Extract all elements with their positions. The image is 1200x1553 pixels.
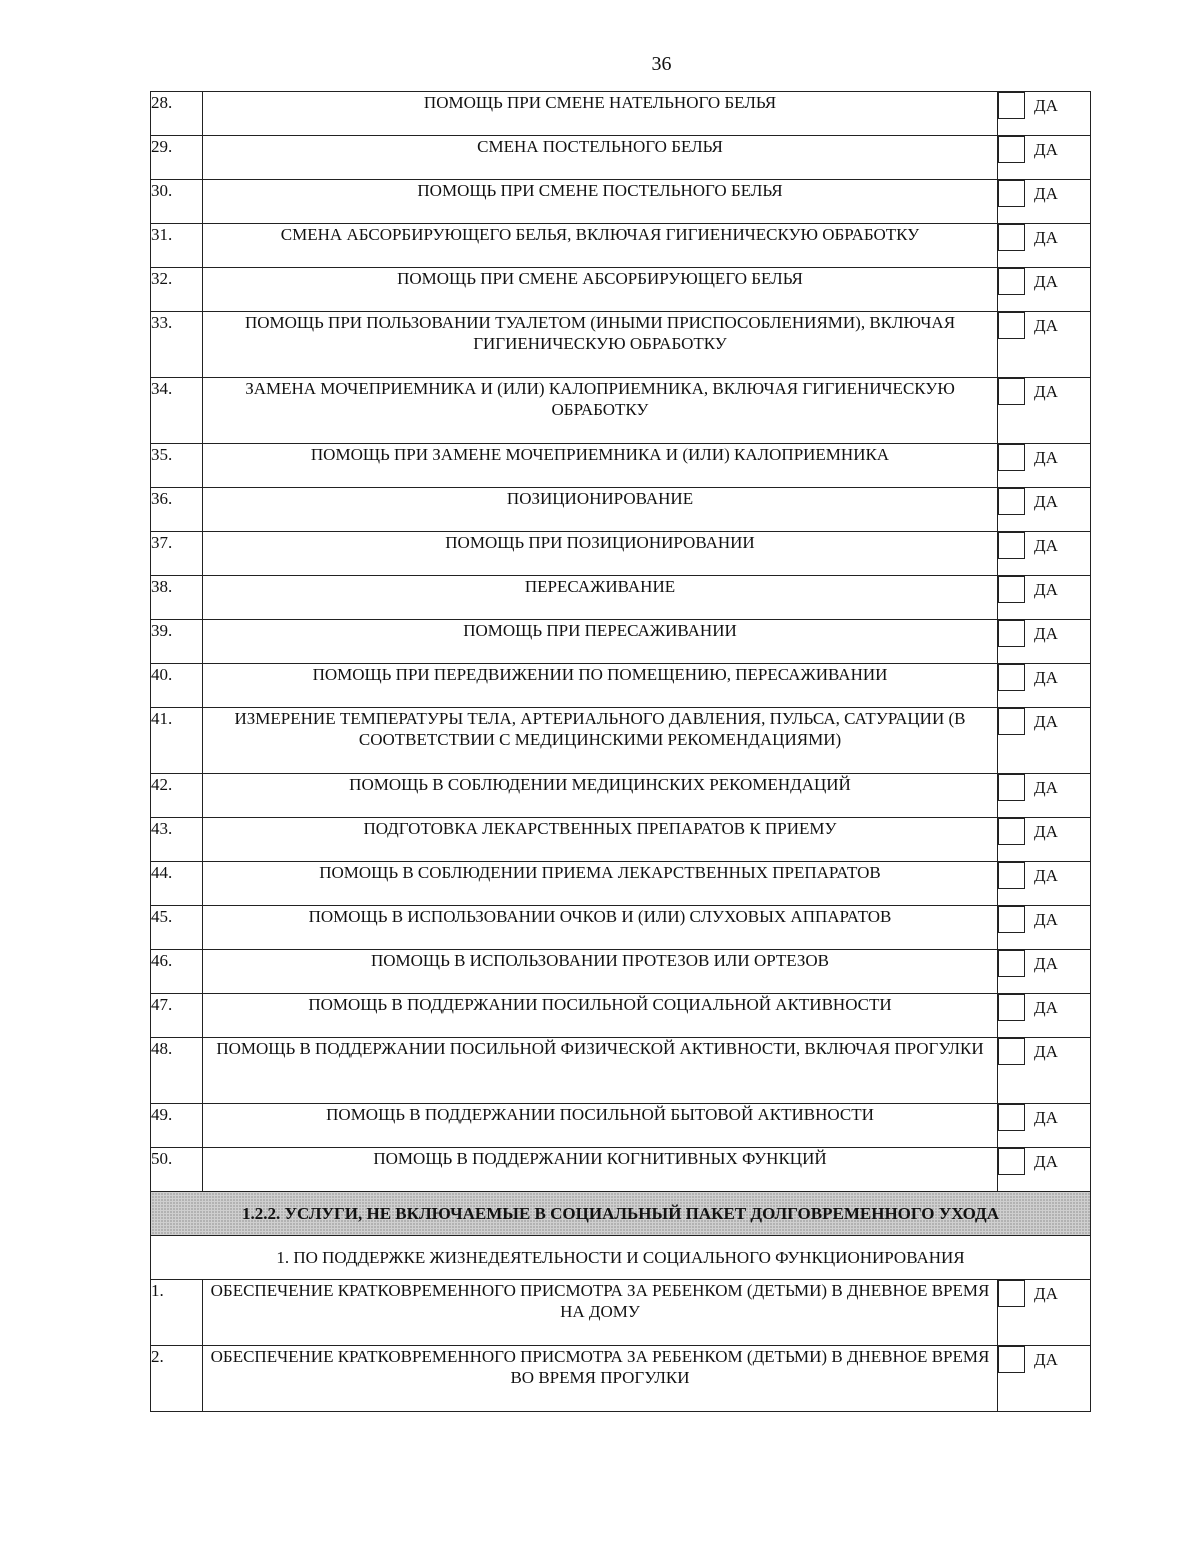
yes-label: ДА — [1034, 1284, 1058, 1303]
yes-label: ДА — [1034, 382, 1058, 401]
yes-checkbox[interactable] — [998, 92, 1025, 119]
service-description: ЗАМЕНА МОЧЕПРИЕМНИКА И (ИЛИ) КАЛОПРИЕМНИКА, ВКЛЮЧАЯ ГИГИЕНИЧЕСКУЮ ОБРАБОТКУ — [203, 378, 998, 444]
service-description: ПОМОЩЬ В СОБЛЮДЕНИИ ПРИЕМА ЛЕКАРСТВЕННЫХ ПРЕПАРАТОВ — [203, 862, 998, 906]
yes-option[interactable] — [998, 488, 1091, 532]
yes-checkbox[interactable] — [998, 774, 1025, 801]
yes-label: ДА — [1034, 184, 1058, 203]
yes-checkbox[interactable] — [998, 488, 1025, 515]
yes-checkbox[interactable] — [998, 224, 1025, 251]
yes-checkbox[interactable] — [998, 862, 1025, 889]
table-row — [151, 818, 1091, 862]
table-row — [151, 708, 1091, 774]
yes-checkbox[interactable] — [998, 1148, 1025, 1175]
table-row — [151, 268, 1091, 312]
yes-label: ДА — [1034, 712, 1058, 731]
row-number: 48. — [151, 1038, 203, 1104]
section-header-group — [151, 1192, 1091, 1280]
table-row — [151, 774, 1091, 818]
table-row — [151, 950, 1091, 994]
yes-option[interactable] — [998, 774, 1091, 818]
yes-option[interactable] — [998, 1346, 1091, 1412]
table-row — [151, 444, 1091, 488]
yes-checkbox[interactable] — [998, 620, 1025, 647]
service-description: СМЕНА АБСОРБИРУЮЩЕГО БЕЛЬЯ, ВКЛЮЧАЯ ГИГИЕНИЧЕСКУЮ ОБРАБОТКУ — [203, 224, 998, 268]
service-description: ПОДГОТОВКА ЛЕКАРСТВЕННЫХ ПРЕПАРАТОВ К ПРИЕМУ — [203, 818, 998, 862]
row-number: 31. — [151, 224, 203, 268]
yes-option[interactable] — [998, 620, 1091, 664]
yes-checkbox[interactable] — [998, 1038, 1025, 1065]
row-number: 43. — [151, 818, 203, 862]
service-description: ПОМОЩЬ В ИСПОЛЬЗОВАНИИ ОЧКОВ И (ИЛИ) СЛУХОВЫХ АППАРАТОВ — [203, 906, 998, 950]
row-number: 28. — [151, 92, 203, 136]
yes-label: ДА — [1034, 866, 1058, 885]
services-table — [150, 91, 1091, 1412]
service-description: СМЕНА ПОСТЕЛЬНОГО БЕЛЬЯ — [203, 136, 998, 180]
service-description: ИЗМЕРЕНИЕ ТЕМПЕРАТУРЫ ТЕЛА, АРТЕРИАЛЬНОГО ДАВЛЕНИЯ, ПУЛЬСА, САТУРАЦИИ (В СООТВЕТСТВИИ С МЕДИЦИНСКИМИ РЕКОМЕНДАЦИЯМИ) — [203, 708, 998, 774]
service-description: ОБЕСПЕЧЕНИЕ КРАТКОВРЕМЕННОГО ПРИСМОТРА ЗА РЕБЕНКОМ (ДЕТЬМИ) В ДНЕВНОЕ ВРЕМЯ ВО ВРЕМЯ ПРОГУЛКИ — [203, 1346, 998, 1412]
yes-label: ДА — [1034, 910, 1058, 929]
table-row — [151, 136, 1091, 180]
yes-option[interactable] — [998, 532, 1091, 576]
table-row — [151, 862, 1091, 906]
row-number: 44. — [151, 862, 203, 906]
yes-option[interactable] — [998, 312, 1091, 378]
yes-option[interactable] — [998, 906, 1091, 950]
yes-checkbox[interactable] — [998, 994, 1025, 1021]
yes-checkbox[interactable] — [998, 312, 1025, 339]
yes-checkbox[interactable] — [998, 818, 1025, 845]
row-number: 2. — [151, 1346, 203, 1412]
services-group-a — [151, 92, 1091, 1192]
table-row — [151, 1148, 1091, 1192]
service-description: ПОМОЩЬ ПРИ СМЕНЕ ПОСТЕЛЬНОГО БЕЛЬЯ — [203, 180, 998, 224]
table-row — [151, 180, 1091, 224]
service-description: ПОМОЩЬ В ПОДДЕРЖАНИИ КОГНИТИВНЫХ ФУНКЦИЙ — [203, 1148, 998, 1192]
table-row — [151, 532, 1091, 576]
yes-checkbox[interactable] — [998, 708, 1025, 735]
yes-label: ДА — [1034, 1152, 1058, 1171]
subsection-header-row — [151, 1236, 1091, 1280]
yes-label: ДА — [1034, 1042, 1058, 1061]
service-description: ПОМОЩЬ В ИСПОЛЬЗОВАНИИ ПРОТЕЗОВ ИЛИ ОРТЕЗОВ — [203, 950, 998, 994]
yes-option[interactable] — [998, 950, 1091, 994]
yes-checkbox[interactable] — [998, 1346, 1025, 1373]
row-number: 34. — [151, 378, 203, 444]
subsection-title: 1. ПО ПОДДЕРЖКЕ ЖИЗНЕДЕЯТЕЛЬНОСТИ И СОЦИАЛЬНОГО ФУНКЦИОНИРОВАНИЯ — [151, 1236, 1091, 1280]
yes-label: ДА — [1034, 96, 1058, 115]
row-number: 47. — [151, 994, 203, 1038]
yes-label: ДА — [1034, 668, 1058, 687]
section-title: 1.2.2. УСЛУГИ, НЕ ВКЛЮЧАЕМЫЕ В СОЦИАЛЬНЫЙ ПАКЕТ ДОЛГОВРЕМЕННОГО УХОДА — [151, 1192, 1091, 1236]
yes-checkbox[interactable] — [998, 950, 1025, 977]
yes-checkbox[interactable] — [998, 532, 1025, 559]
yes-option[interactable] — [998, 994, 1091, 1038]
yes-option[interactable] — [998, 818, 1091, 862]
yes-checkbox[interactable] — [998, 136, 1025, 163]
yes-label: ДА — [1034, 316, 1058, 335]
yes-option[interactable] — [998, 1148, 1091, 1192]
row-number: 42. — [151, 774, 203, 818]
service-description: ПОМОЩЬ ПРИ ПЕРЕДВИЖЕНИИ ПО ПОМЕЩЕНИЮ, ПЕРЕСАЖИВАНИИ — [203, 664, 998, 708]
yes-option[interactable] — [998, 708, 1091, 774]
yes-option[interactable] — [998, 444, 1091, 488]
yes-label: ДА — [1034, 448, 1058, 467]
row-number: 33. — [151, 312, 203, 378]
service-description: ПОМОЩЬ ПРИ ЗАМЕНЕ МОЧЕПРИЕМНИКА И (ИЛИ) КАЛОПРИЕМНИКА — [203, 444, 998, 488]
row-number: 49. — [151, 1104, 203, 1148]
yes-option[interactable] — [998, 1280, 1091, 1346]
service-description: ПОЗИЦИОНИРОВАНИЕ — [203, 488, 998, 532]
yes-label: ДА — [1034, 580, 1058, 599]
row-number: 50. — [151, 1148, 203, 1192]
table-row — [151, 1038, 1091, 1104]
table-row — [151, 1280, 1091, 1346]
service-description: ПОМОЩЬ ПРИ ПОЗИЦИОНИРОВАНИИ — [203, 532, 998, 576]
yes-label: ДА — [1034, 228, 1058, 247]
section-header-row — [151, 1192, 1091, 1236]
table-row — [151, 576, 1091, 620]
table-row — [151, 906, 1091, 950]
yes-label: ДА — [1034, 624, 1058, 643]
row-number: 29. — [151, 136, 203, 180]
service-description: ПОМОЩЬ В ПОДДЕРЖАНИИ ПОСИЛЬНОЙ СОЦИАЛЬНОЙ АКТИВНОСТИ — [203, 994, 998, 1038]
yes-checkbox[interactable] — [998, 378, 1025, 405]
table-row — [151, 378, 1091, 444]
yes-label: ДА — [1034, 1108, 1058, 1127]
yes-option[interactable] — [998, 1104, 1091, 1148]
yes-checkbox[interactable] — [998, 1280, 1025, 1307]
service-description: ПОМОЩЬ ПРИ СМЕНЕ АБСОРБИРУЮЩЕГО БЕЛЬЯ — [203, 268, 998, 312]
yes-label: ДА — [1034, 954, 1058, 973]
page-number: 36 — [651, 53, 672, 75]
service-description: ПОМОЩЬ В СОБЛЮДЕНИИ МЕДИЦИНСКИХ РЕКОМЕНДАЦИЙ — [203, 774, 998, 818]
yes-label: ДА — [1034, 492, 1058, 511]
yes-checkbox[interactable] — [998, 444, 1025, 471]
yes-option[interactable] — [998, 268, 1091, 312]
yes-label: ДА — [1034, 778, 1058, 797]
service-description: ОБЕСПЕЧЕНИЕ КРАТКОВРЕМЕННОГО ПРИСМОТРА ЗА РЕБЕНКОМ (ДЕТЬМИ) В ДНЕВНОЕ ВРЕМЯ НА ДОМУ — [203, 1280, 998, 1346]
yes-option[interactable] — [998, 664, 1091, 708]
table-row — [151, 664, 1091, 708]
row-number: 30. — [151, 180, 203, 224]
yes-checkbox[interactable] — [998, 268, 1025, 295]
row-number: 41. — [151, 708, 203, 774]
yes-label: ДА — [1034, 1350, 1058, 1369]
table-row — [151, 994, 1091, 1038]
services-group-b — [151, 1280, 1091, 1412]
row-number: 37. — [151, 532, 203, 576]
service-description: ПОМОЩЬ ПРИ СМЕНЕ НАТЕЛЬНОГО БЕЛЬЯ — [203, 92, 998, 136]
yes-option[interactable] — [998, 180, 1091, 224]
service-description: ПОМОЩЬ ПРИ ПЕРЕСАЖИВАНИИ — [203, 620, 998, 664]
table-row — [151, 1346, 1091, 1412]
service-description: ПОМОЩЬ ПРИ ПОЛЬЗОВАНИИ ТУАЛЕТОМ (ИНЫМИ ПРИСПОСОБЛЕНИЯМИ), ВКЛЮЧАЯ ГИГИЕНИЧЕСКУЮ ОБРАБОТКУ — [203, 312, 998, 378]
yes-option[interactable] — [998, 136, 1091, 180]
table-row — [151, 1104, 1091, 1148]
row-number: 39. — [151, 620, 203, 664]
yes-option[interactable] — [998, 378, 1091, 444]
row-number: 38. — [151, 576, 203, 620]
yes-label: ДА — [1034, 140, 1058, 159]
yes-option[interactable] — [998, 576, 1091, 620]
service-description: ПЕРЕСАЖИВАНИЕ — [203, 576, 998, 620]
row-number: 35. — [151, 444, 203, 488]
table-row — [151, 92, 1091, 136]
yes-option[interactable] — [998, 224, 1091, 268]
yes-checkbox[interactable] — [998, 1104, 1025, 1131]
service-description: ПОМОЩЬ В ПОДДЕРЖАНИИ ПОСИЛЬНОЙ БЫТОВОЙ АКТИВНОСТИ — [203, 1104, 998, 1148]
yes-checkbox[interactable] — [998, 906, 1025, 933]
yes-label: ДА — [1034, 822, 1058, 841]
yes-label: ДА — [1034, 998, 1058, 1017]
yes-checkbox[interactable] — [998, 180, 1025, 207]
yes-checkbox[interactable] — [998, 664, 1025, 691]
row-number: 45. — [151, 906, 203, 950]
yes-label: ДА — [1034, 272, 1058, 291]
table-row — [151, 488, 1091, 532]
table-row — [151, 224, 1091, 268]
row-number: 32. — [151, 268, 203, 312]
row-number: 46. — [151, 950, 203, 994]
service-description: ПОМОЩЬ В ПОДДЕРЖАНИИ ПОСИЛЬНОЙ ФИЗИЧЕСКОЙ АКТИВНОСТИ, ВКЛЮЧАЯ ПРОГУЛКИ — [203, 1038, 998, 1104]
table-row — [151, 620, 1091, 664]
yes-option[interactable] — [998, 862, 1091, 906]
row-number: 1. — [151, 1280, 203, 1346]
yes-label: ДА — [1034, 536, 1058, 555]
row-number: 36. — [151, 488, 203, 532]
yes-option[interactable] — [998, 1038, 1091, 1104]
yes-checkbox[interactable] — [998, 576, 1025, 603]
table-row — [151, 312, 1091, 378]
row-number: 40. — [151, 664, 203, 708]
yes-option[interactable] — [998, 92, 1091, 136]
